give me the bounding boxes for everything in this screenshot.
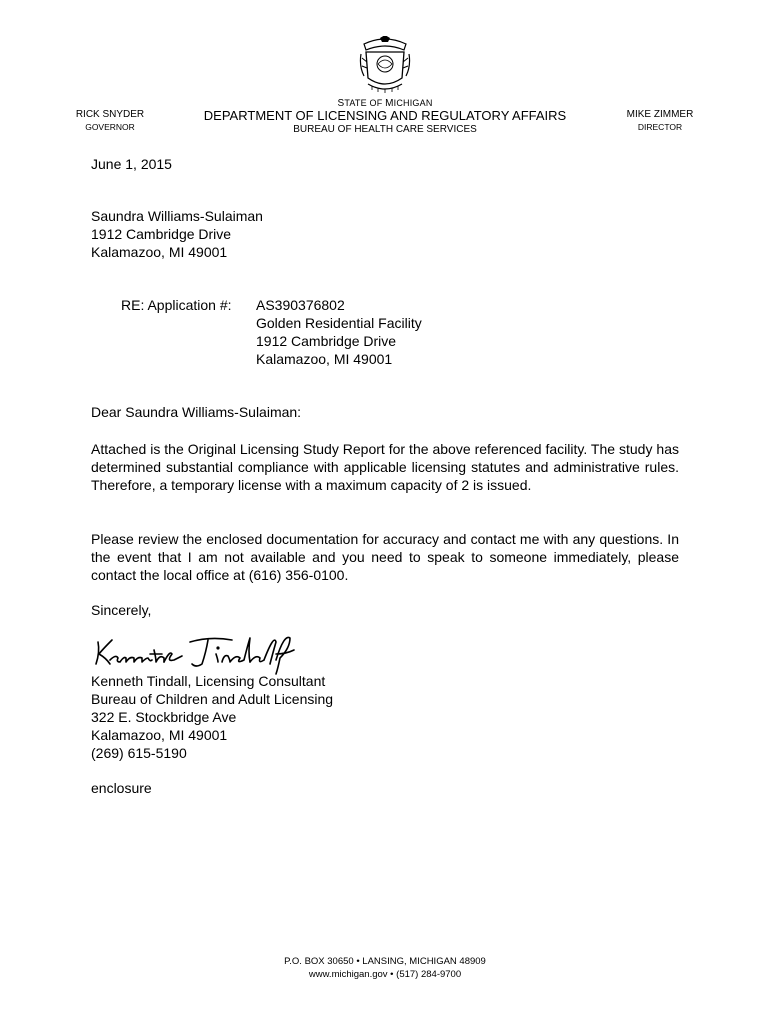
recipient-line: 1912 Cambridge Drive [91, 226, 232, 242]
state-of-michigan: STATE OF MICHIGAN [337, 98, 433, 109]
facility-city: Kalamazoo, MI 49001 [256, 351, 393, 367]
footer [0, 955, 770, 981]
re-details [256, 296, 422, 368]
application-number: AS390376802 [256, 297, 345, 313]
recipient-address [91, 207, 263, 261]
governor-block [60, 109, 160, 133]
signer-street: 322 E. Stockbridge Ave [91, 709, 237, 725]
enclosure-note: enclosure [91, 780, 152, 796]
bureau-name: BUREAU OF HEALTH CARE SERVICES [293, 124, 477, 135]
recipient-line: Kalamazoo, MI 49001 [91, 244, 228, 260]
signer-phone: (269) 615-5190 [91, 745, 187, 761]
re-label: RE: Application #: [121, 297, 232, 313]
governor-name: RICK SNYDER [75, 109, 145, 120]
letter-date: June 1, 2015 [91, 156, 172, 172]
facility-street: 1912 Cambridge Drive [256, 333, 397, 349]
body-paragraph: Please review the enclosed documentation for accuracy and contact me with any questions. In the event that I am not available and you need to speak to someone immediately, please contact the local office at (616) 356-0100. [91, 531, 679, 583]
signer-name-title: Kenneth Tindall, Licensing Consultant [91, 673, 326, 689]
governor-title: GOVERNOR [85, 122, 135, 132]
footer-contact: www.michigan.gov • (517) 284-9700 [308, 969, 462, 980]
signature-block [91, 672, 333, 762]
director-block [610, 109, 710, 133]
recipient-line: Saundra Williams-Sulaiman [91, 208, 263, 224]
director-name: MIKE ZIMMER [626, 109, 694, 120]
michigan-seal-icon [358, 36, 412, 96]
signer-city: Kalamazoo, MI 49001 [91, 727, 228, 743]
signer-bureau: Bureau of Children and Adult Licensing [91, 691, 334, 707]
salutation: Dear Saundra Williams-Sulaiman: [91, 404, 302, 420]
facility-name: Golden Residential Facility [256, 315, 422, 331]
footer-address: P.O. BOX 30650 • LANSING, MICHIGAN 48909 [284, 956, 486, 967]
handwritten-signature [90, 628, 320, 676]
closing: Sincerely, [91, 602, 152, 618]
director-title: DIRECTOR [637, 122, 683, 132]
body-paragraph: Attached is the Original Licensing Study Report for the above referenced facility. The study has determined substantial compliance with applicable licensing statutes and administrative rules. Therefore, a temporary license with a maximum capacity of 2 is issued. [91, 441, 679, 493]
department-name: DEPARTMENT OF LICENSING AND REGULATORY AFFAIRS [203, 108, 567, 123]
